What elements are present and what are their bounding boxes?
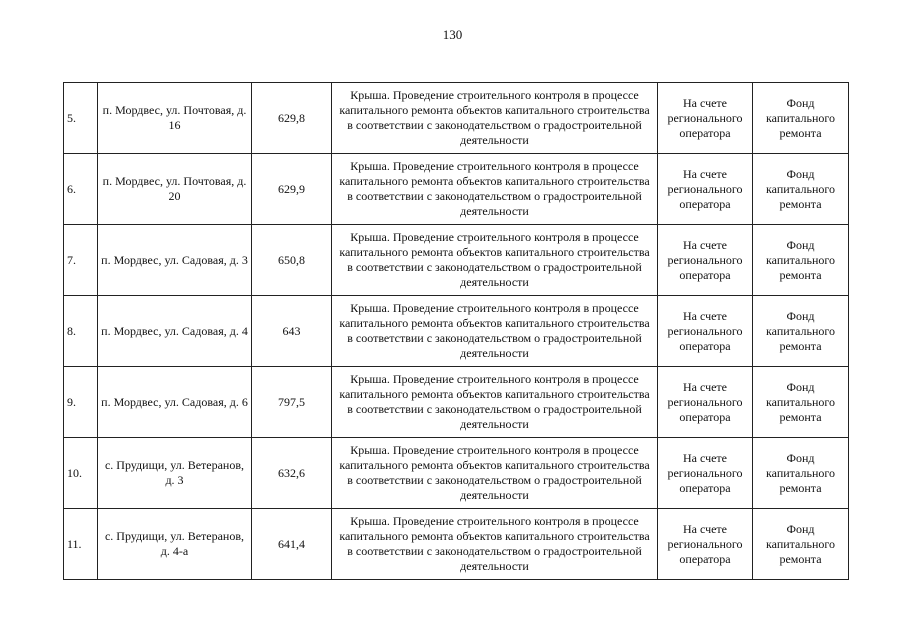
fund-cell: Фонд капитального ремонта bbox=[753, 296, 849, 367]
address-cell: п. Мордвес, ул. Почтовая, д. 20 bbox=[98, 154, 252, 225]
row-number: 5. bbox=[64, 83, 98, 154]
fund-cell: Фонд капитального ремонта bbox=[753, 367, 849, 438]
work-type-cell: Крыша. Проведение строительного контроля в процессе капитального ремонта объектов капитального строительства в соответствии с законодательством о градостроительной деятельности bbox=[332, 438, 658, 509]
fund-cell: Фонд капитального ремонта bbox=[753, 438, 849, 509]
page-number: 130 bbox=[442, 27, 463, 42]
row-number: 8. bbox=[64, 296, 98, 367]
fund-cell: Фонд капитального ремонта bbox=[753, 509, 849, 580]
area-cell: 797,5 bbox=[252, 367, 332, 438]
account-cell: На счете регионального оператора bbox=[658, 83, 753, 154]
account-cell: На счете регионального оператора bbox=[658, 367, 753, 438]
address-cell: п. Мордвес, ул. Почтовая, д. 16 bbox=[98, 83, 252, 154]
account-cell: На счете регионального оператора bbox=[658, 225, 753, 296]
area-cell: 629,8 bbox=[252, 83, 332, 154]
fund-cell: Фонд капитального ремонта bbox=[753, 225, 849, 296]
area-cell: 629,9 bbox=[252, 154, 332, 225]
table-row bbox=[64, 154, 849, 225]
address-cell: п. Мордвес, ул. Садовая, д. 3 bbox=[98, 225, 252, 296]
account-cell: На счете регионального оператора bbox=[658, 509, 753, 580]
row-number: 10. bbox=[64, 438, 98, 509]
table-row bbox=[64, 296, 849, 367]
table-row bbox=[64, 509, 849, 580]
area-cell: 650,8 bbox=[252, 225, 332, 296]
work-type-cell: Крыша. Проведение строительного контроля в процессе капитального ремонта объектов капитального строительства в соответствии с законодательством о градостроительной деятельности bbox=[332, 367, 658, 438]
table-row bbox=[64, 438, 849, 509]
address-cell: с. Прудищи, ул. Ветеранов, д. 4-а bbox=[98, 509, 252, 580]
table-row bbox=[64, 225, 849, 296]
table-row bbox=[64, 367, 849, 438]
address-cell: с. Прудищи, ул. Ветеранов, д. 3 bbox=[98, 438, 252, 509]
work-type-cell: Крыша. Проведение строительного контроля в процессе капитального ремонта объектов капитального строительства в соответствии с законодательством о градостроительной деятельности bbox=[332, 154, 658, 225]
row-number: 6. bbox=[64, 154, 98, 225]
fund-cell: Фонд капитального ремонта bbox=[753, 83, 849, 154]
area-cell: 643 bbox=[252, 296, 332, 367]
account-cell: На счете регионального оператора bbox=[658, 438, 753, 509]
area-cell: 632,6 bbox=[252, 438, 332, 509]
account-cell: На счете регионального оператора bbox=[658, 154, 753, 225]
table-row bbox=[64, 83, 849, 154]
account-cell: На счете регионального оператора bbox=[658, 296, 753, 367]
address-cell: п. Мордвес, ул. Садовая, д. 4 bbox=[98, 296, 252, 367]
row-number: 7. bbox=[64, 225, 98, 296]
row-number: 11. bbox=[64, 509, 98, 580]
work-type-cell: Крыша. Проведение строительного контроля в процессе капитального ремонта объектов капитального строительства в соответствии с законодательством о градостроительной деятельности bbox=[332, 225, 658, 296]
area-cell: 641,4 bbox=[252, 509, 332, 580]
fund-cell: Фонд капитального ремонта bbox=[753, 154, 849, 225]
repair-works-table bbox=[63, 82, 849, 580]
work-type-cell: Крыша. Проведение строительного контроля в процессе капитального ремонта объектов капитального строительства в соответствии с законодательством о градостроительной деятельности bbox=[332, 296, 658, 367]
address-cell: п. Мордвес, ул. Садовая, д. 6 bbox=[98, 367, 252, 438]
row-number: 9. bbox=[64, 367, 98, 438]
work-type-cell: Крыша. Проведение строительного контроля в процессе капитального ремонта объектов капитального строительства в соответствии с законодательством о градостроительной деятельности bbox=[332, 83, 658, 154]
work-type-cell: Крыша. Проведение строительного контроля в процессе капитального ремонта объектов капитального строительства в соответствии с законодательством о градостроительной деятельности bbox=[332, 509, 658, 580]
